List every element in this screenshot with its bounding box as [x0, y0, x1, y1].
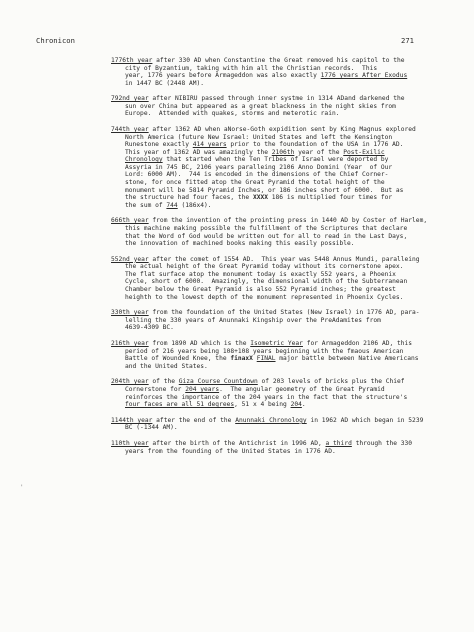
entry-line	[111, 286, 451, 294]
text-run: The flat surface atop the monument today is exactly 552 years, a Phoenix	[125, 270, 396, 278]
entry-line	[111, 72, 451, 80]
text-run: that the Word of God would be written out for all to read in the Last Days,	[125, 232, 408, 240]
chronology-entry	[111, 126, 451, 209]
text-run: and the United States.	[125, 362, 208, 370]
entry-line	[111, 355, 451, 363]
underlined-text: Isometric Year	[250, 340, 303, 348]
text-run: monument will be 5814 Pyramid Inches, or 186 inches short of 6000. But as	[125, 186, 404, 194]
entry-line	[111, 187, 451, 195]
text-run: year, 1776 years before Armageddon was also exactly	[125, 72, 321, 80]
text-run: for Armageddon 2106 AD, this	[302, 340, 413, 348]
margin-mark: '	[20, 484, 24, 491]
entry-first-line	[111, 95, 451, 103]
entry-line	[111, 141, 451, 149]
text-run: North America (future New Israel: United States and left the Kensington	[125, 133, 393, 141]
text-run: period of 216 years being 108+108 years beginning with the fmaous American	[125, 347, 404, 355]
text-run: the innovation of machined books making this easily possible.	[125, 240, 355, 248]
struck-text: finaxX	[230, 355, 253, 363]
text-run: after 330 AD when Constantine the Great removed his capitol to the	[152, 57, 405, 64]
chronology-entry	[111, 95, 451, 118]
underlined-text: four faces are all 51 degrees	[125, 401, 235, 409]
text-run: Lord: 6000 AM). 744 is encoded in the dimensions of the Chief Corner-	[125, 171, 389, 179]
underlined-text: 204th year	[111, 378, 149, 386]
text-run: that started when the Ten Tribes of Israel were deported by	[162, 156, 389, 164]
entry-line	[111, 401, 451, 409]
text-run: .	[301, 401, 306, 409]
underlined-text: 2106th	[271, 148, 295, 156]
text-run: , 51 x 4 being	[234, 401, 291, 409]
text-run: the structure had four faces, the	[125, 194, 253, 202]
text-run: the sum of	[125, 201, 167, 209]
entry-line	[111, 179, 451, 187]
text-run: Battle of Wounded Knee, the	[125, 355, 231, 363]
chronology-entry	[111, 417, 451, 432]
underlined-text: 1776th year	[111, 57, 153, 64]
page-number: 271	[401, 36, 414, 45]
text-run: stone, for once fitted atop the Great Pyramid the total height of the	[125, 179, 385, 187]
entry-line	[111, 164, 451, 172]
underlined-text: 744	[166, 201, 178, 209]
text-run: sun over China but appeared as a great blackness in the night skies from	[125, 102, 396, 110]
text-run: after the birth of the Antichrist in 1996 AD,	[148, 440, 326, 448]
entry-first-line	[111, 440, 451, 448]
underlined-text: a third	[325, 440, 352, 448]
text-run: reinforces the importance of the 204 years in the fact that the structure's	[125, 393, 408, 401]
underlined-text: 792nd year	[111, 95, 149, 103]
underlined-text: 1776 years After Exodus	[320, 72, 408, 80]
chronology-entry	[111, 309, 451, 332]
entry-line	[111, 324, 451, 332]
underlined-text: 744th year	[111, 126, 149, 134]
entry-first-line	[111, 340, 451, 348]
text-run: from the invention of the prointing press in 1440 AD by Coster of Harlem,	[148, 217, 428, 225]
running-header-title: Chronicon	[36, 36, 75, 45]
underlined-text: 204	[290, 401, 302, 409]
entry-line	[111, 65, 451, 73]
entry-line	[111, 171, 451, 179]
entry-line	[111, 156, 451, 164]
entry-first-line	[111, 126, 451, 134]
entry-line	[111, 424, 451, 432]
entry-line	[111, 149, 451, 157]
entry-line	[111, 80, 451, 88]
underlined-text: 666th year	[111, 217, 149, 225]
text-run: This year of 1362 AD was amazingly the	[125, 148, 272, 156]
text-run: city of Byzantium, taking with him all the Christian records. This	[125, 64, 378, 72]
text-run: (186x4).	[177, 201, 212, 209]
chronology-entries	[111, 57, 451, 463]
text-run: this machine making possible the fulfillment of the Scriptures that declare	[125, 224, 408, 232]
entry-first-line	[111, 417, 451, 425]
underlined-text: 1144th year	[111, 416, 153, 424]
text-run: in 1447 BC (2448 AM).	[125, 79, 205, 87]
underlined-text: Giza Course Countdown	[178, 378, 258, 386]
underlined-text: 414 years	[192, 141, 227, 149]
text-run: Chamber below the Great Pyramid is also 552 Pyramid inches; the greatest	[125, 285, 396, 293]
chronology-entry	[111, 340, 451, 370]
text-run: Cycle, short of 6000. Amazingly, the dimensional width of the Subterranean	[125, 278, 408, 286]
text-run: years from the founding of the United States in 1776 AD.	[125, 447, 336, 455]
underlined-text: Chronology	[125, 156, 163, 164]
text-run: Cornerstone for	[125, 386, 186, 393]
chronology-entry	[111, 57, 451, 87]
entry-line	[111, 202, 451, 210]
text-run: after 1362 AD when aNorse-Goth expidition sent by King Magnus explored	[148, 126, 416, 134]
text-run: 186 is multiplied four times for	[268, 194, 393, 202]
text-run: major battle between Native Americans	[275, 355, 419, 363]
text-run: the actual height of the Great Pyramid today without its cornerstone apex.	[125, 263, 404, 271]
entry-line	[111, 233, 451, 241]
entry-first-line	[111, 256, 451, 264]
entry-line	[111, 294, 451, 302]
text-run: Assyria in 745 BC, 2106 years paralleing 2106 Anno Domini (Year of Our	[125, 163, 393, 171]
entry-first-line	[111, 217, 451, 225]
text-run: prior to the foundation of the USA in 1776 AD.	[226, 141, 404, 149]
text-run: from 1890 AD which is the	[148, 340, 251, 348]
text-run: of 203 levels of bricks plus the Chief	[257, 378, 405, 386]
entry-line	[111, 194, 451, 202]
text-run: . The angular geometry of the Great Pyramid	[219, 386, 385, 393]
text-run: after the end of the	[152, 416, 236, 424]
entry-line	[111, 240, 451, 248]
entry-line	[111, 263, 451, 271]
text-run: Europe. Attended with quakes, storms and meterotic rain.	[125, 110, 340, 118]
entry-first-line	[111, 57, 451, 65]
chronology-entry	[111, 378, 451, 408]
underlined-text: 204 years	[185, 386, 220, 393]
entry-first-line	[111, 309, 451, 317]
entry-first-line	[111, 378, 451, 386]
entry-line	[111, 103, 451, 111]
entry-line	[111, 278, 451, 286]
entry-line	[111, 271, 451, 279]
entry-line	[111, 386, 451, 394]
underlined-text: 330th year	[111, 309, 149, 317]
text-run: after the comet of 1554 AD. This year was 5448 Annus Mundi, paralleing	[148, 255, 420, 263]
text-run: from the foundation of the United States (New Israel) in 1776 AD, para-	[148, 309, 420, 317]
underlined-text: FINAL	[256, 355, 276, 363]
underlined-text: 110th year	[111, 440, 149, 448]
struck-text: XXXX	[252, 194, 268, 202]
text-run: BC (-1344 AM).	[125, 424, 178, 432]
text-run: through the 330	[351, 440, 413, 448]
text-run: after NIBIRU passed through inner systme in 1314 ADand darkened the	[148, 95, 405, 103]
text-run: year of the	[294, 148, 344, 156]
text-run: Runestone exactly	[125, 141, 193, 149]
text-run: 4639-4309 BC.	[125, 324, 174, 332]
text-run: of the	[148, 378, 179, 386]
underlined-text: 552nd year	[111, 255, 149, 263]
chronology-entry	[111, 217, 451, 247]
entry-line	[111, 134, 451, 142]
underlined-text: Anunnaki Chronology	[235, 416, 307, 424]
entry-line	[111, 317, 451, 325]
text-run: lelling the 330 years of Anunnaki Kingship over the PreAdamites from	[125, 316, 381, 324]
underlined-text: 216th year	[111, 340, 149, 348]
underlined-text: Post-Exilic	[343, 148, 385, 156]
entry-line	[111, 225, 451, 233]
entry-line	[111, 363, 451, 371]
chronology-entry	[111, 256, 451, 301]
text-run: heighth to the lowest depth of the monument represented in Phoenix Cycles.	[125, 293, 404, 301]
entry-line	[111, 110, 451, 118]
text-run: in 1962 AD which began in 5239	[306, 416, 424, 424]
entry-line	[111, 448, 451, 456]
entry-line	[111, 394, 451, 402]
chronology-entry	[111, 440, 451, 455]
